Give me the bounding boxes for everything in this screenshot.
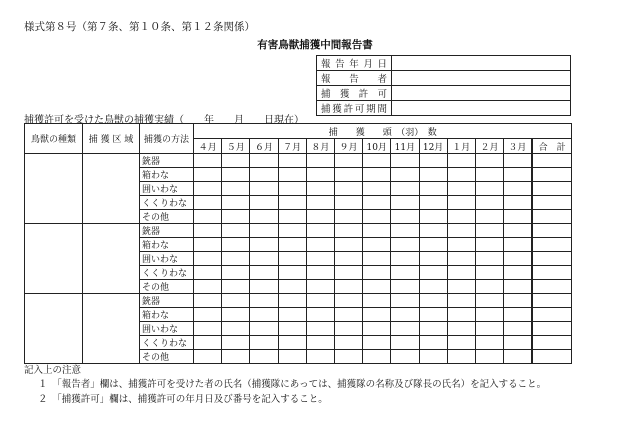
count-cell[interactable]: [222, 182, 250, 196]
count-cell[interactable]: [194, 322, 222, 336]
count-cell[interactable]: [447, 266, 475, 280]
count-cell[interactable]: [278, 252, 306, 266]
total-cell[interactable]: [532, 224, 572, 238]
count-cell[interactable]: [447, 280, 475, 294]
permit-row: [317, 86, 571, 101]
method-cell: 箱わな: [140, 168, 194, 182]
count-cell[interactable]: [278, 210, 306, 224]
count-cell[interactable]: [194, 294, 222, 308]
total-cell[interactable]: [532, 182, 572, 196]
method-cell: くくりわな: [140, 336, 194, 350]
count-cell[interactable]: [250, 294, 278, 308]
count-cell[interactable]: [419, 196, 447, 210]
count-cell[interactable]: [504, 322, 532, 336]
count-cell[interactable]: [504, 350, 532, 364]
report-date-field[interactable]: [392, 56, 571, 71]
results-caption: 捕獲許可を受けた鳥獣の捕獲実績（ 年 月 日現在）: [24, 115, 304, 126]
count-cell[interactable]: [250, 224, 278, 238]
count-cell[interactable]: [334, 336, 362, 350]
table-row: [25, 224, 572, 238]
count-cell[interactable]: [194, 182, 222, 196]
count-cell[interactable]: [475, 196, 503, 210]
count-cell[interactable]: [222, 294, 250, 308]
count-cell[interactable]: [475, 280, 503, 294]
count-cell[interactable]: [475, 224, 503, 238]
count-cell[interactable]: [419, 280, 447, 294]
month-header: 10月: [363, 139, 391, 154]
permit-period-label: 捕獲許可期間: [317, 101, 392, 116]
report-date-row: [317, 56, 571, 71]
count-cell[interactable]: [363, 252, 391, 266]
count-cell[interactable]: [363, 196, 391, 210]
method-cell: その他: [140, 350, 194, 364]
count-cell[interactable]: [391, 280, 419, 294]
method-cell: くくりわな: [140, 196, 194, 210]
total-cell[interactable]: [532, 266, 572, 280]
method-cell: くくりわな: [140, 266, 194, 280]
count-cell[interactable]: [447, 308, 475, 322]
count-cell[interactable]: [363, 238, 391, 252]
count-cell[interactable]: [391, 168, 419, 182]
report-date-label: 報告年月日: [317, 56, 392, 71]
reporter-field[interactable]: [392, 71, 571, 86]
month-header: ８月: [306, 139, 334, 154]
month-header: ９月: [334, 139, 362, 154]
count-cell[interactable]: [391, 224, 419, 238]
permit-label: 捕獲許可: [317, 86, 392, 101]
count-cell[interactable]: [250, 308, 278, 322]
count-cell[interactable]: [447, 196, 475, 210]
count-cell[interactable]: [475, 322, 503, 336]
count-cell[interactable]: [475, 238, 503, 252]
count-cell[interactable]: [447, 336, 475, 350]
month-header: ６月: [250, 139, 278, 154]
count-cell[interactable]: [419, 336, 447, 350]
count-cell[interactable]: [222, 224, 250, 238]
count-cell[interactable]: [391, 294, 419, 308]
count-cell[interactable]: [419, 294, 447, 308]
count-cell[interactable]: [363, 210, 391, 224]
count-cell[interactable]: [447, 238, 475, 252]
count-cell[interactable]: [363, 280, 391, 294]
count-cell[interactable]: [194, 350, 222, 364]
count-cell[interactable]: [250, 322, 278, 336]
count-cell[interactable]: [306, 280, 334, 294]
count-cell[interactable]: [222, 168, 250, 182]
count-cell[interactable]: [419, 308, 447, 322]
count-cell[interactable]: [278, 154, 306, 168]
count-cell[interactable]: [419, 168, 447, 182]
count-cell[interactable]: [278, 196, 306, 210]
count-cell[interactable]: [447, 168, 475, 182]
species-header: 鳥獣の種類: [25, 124, 83, 154]
count-cell[interactable]: [278, 266, 306, 280]
count-cell[interactable]: [278, 294, 306, 308]
count-cell[interactable]: [391, 210, 419, 224]
species-cell[interactable]: [25, 154, 83, 224]
count-cell[interactable]: [475, 336, 503, 350]
count-cell[interactable]: [250, 336, 278, 350]
total-cell[interactable]: [532, 322, 572, 336]
count-cell[interactable]: [391, 196, 419, 210]
count-cell[interactable]: [222, 252, 250, 266]
count-cell[interactable]: [278, 308, 306, 322]
count-cell[interactable]: [194, 210, 222, 224]
count-cell[interactable]: [334, 266, 362, 280]
count-cell[interactable]: [391, 336, 419, 350]
count-cell[interactable]: [504, 196, 532, 210]
method-cell: 箱わな: [140, 238, 194, 252]
count-cell[interactable]: [306, 154, 334, 168]
count-cell[interactable]: [250, 196, 278, 210]
count-cell[interactable]: [363, 182, 391, 196]
count-cell[interactable]: [278, 322, 306, 336]
count-cell[interactable]: [419, 210, 447, 224]
count-cell[interactable]: [306, 308, 334, 322]
count-cell[interactable]: [334, 196, 362, 210]
count-cell[interactable]: [334, 350, 362, 364]
count-cell[interactable]: [250, 280, 278, 294]
count-cell[interactable]: [334, 238, 362, 252]
count-cell[interactable]: [504, 252, 532, 266]
count-cell[interactable]: [306, 224, 334, 238]
count-cell[interactable]: [363, 350, 391, 364]
count-cell[interactable]: [278, 350, 306, 364]
count-cell[interactable]: [419, 266, 447, 280]
method-header: 捕獲の方法: [140, 124, 194, 154]
count-cell[interactable]: [391, 266, 419, 280]
count-cell[interactable]: [194, 308, 222, 322]
count-cell[interactable]: [194, 238, 222, 252]
count-cell[interactable]: [504, 336, 532, 350]
note-item: ２ 「捕獲許可」欄は、捕獲許可の年月日及び番号を記入すること。: [38, 394, 328, 405]
count-cell[interactable]: [306, 238, 334, 252]
count-cell[interactable]: [278, 182, 306, 196]
note-item: １ 「報告者」欄は、捕獲許可を受けた者の氏名（捕獲隊にあっては、捕獲隊の名称及び隊長の氏名）を記入すること。: [38, 379, 547, 390]
count-cell[interactable]: [250, 182, 278, 196]
count-cell[interactable]: [475, 154, 503, 168]
month-header: ４月: [194, 139, 222, 154]
total-cell[interactable]: [532, 238, 572, 252]
count-cell[interactable]: [334, 308, 362, 322]
month-header: ３月: [504, 139, 532, 154]
method-cell: 銃器: [140, 224, 194, 238]
form-number: 様式第８号（第７条、第１０条、第１２条関係）: [24, 21, 255, 33]
method-cell: 箱わな: [140, 308, 194, 322]
count-cell[interactable]: [447, 322, 475, 336]
count-cell[interactable]: [363, 168, 391, 182]
count-cell[interactable]: [194, 154, 222, 168]
count-cell[interactable]: [475, 266, 503, 280]
count-cell[interactable]: [194, 336, 222, 350]
count-cell[interactable]: [194, 252, 222, 266]
area-header: 捕 獲 区 域: [83, 124, 140, 154]
count-cell[interactable]: [306, 252, 334, 266]
count-cell[interactable]: [222, 350, 250, 364]
count-cell[interactable]: [475, 308, 503, 322]
count-cell[interactable]: [250, 238, 278, 252]
count-cell[interactable]: [334, 182, 362, 196]
month-header: ５月: [222, 139, 250, 154]
count-cell[interactable]: [222, 196, 250, 210]
permit-period-row: [317, 101, 571, 116]
month-header: １月: [447, 139, 475, 154]
count-cell[interactable]: [222, 336, 250, 350]
count-cell[interactable]: [504, 210, 532, 224]
count-cell[interactable]: [504, 280, 532, 294]
count-cell[interactable]: [475, 294, 503, 308]
count-cell[interactable]: [194, 224, 222, 238]
month-header: 11月: [391, 139, 419, 154]
count-cell[interactable]: [391, 308, 419, 322]
count-cell[interactable]: [363, 154, 391, 168]
count-cell[interactable]: [334, 224, 362, 238]
count-cell[interactable]: [278, 168, 306, 182]
capture-results-table: [24, 123, 572, 364]
count-cell[interactable]: [194, 196, 222, 210]
total-cell[interactable]: [532, 196, 572, 210]
total-cell[interactable]: [532, 154, 572, 168]
count-cell[interactable]: [363, 224, 391, 238]
count-cell[interactable]: [306, 168, 334, 182]
count-cell[interactable]: [475, 182, 503, 196]
count-cell[interactable]: [250, 154, 278, 168]
count-cell[interactable]: [475, 168, 503, 182]
count-cell[interactable]: [504, 154, 532, 168]
count-cell[interactable]: [475, 252, 503, 266]
count-cell[interactable]: [475, 350, 503, 364]
count-cell[interactable]: [278, 336, 306, 350]
permit-field[interactable]: [392, 86, 571, 101]
count-cell[interactable]: [222, 210, 250, 224]
count-cell[interactable]: [391, 350, 419, 364]
permit-period-field[interactable]: [392, 101, 571, 116]
method-cell: 囲いわな: [140, 322, 194, 336]
count-cell[interactable]: [250, 168, 278, 182]
count-cell[interactable]: [504, 308, 532, 322]
count-cell[interactable]: [334, 280, 362, 294]
method-cell: 囲いわな: [140, 252, 194, 266]
count-cell[interactable]: [222, 308, 250, 322]
count-cell[interactable]: [419, 154, 447, 168]
total-cell[interactable]: [532, 294, 572, 308]
method-cell: その他: [140, 210, 194, 224]
notes-title: 記入上の注意: [24, 365, 82, 376]
total-cell[interactable]: [532, 280, 572, 294]
count-cell[interactable]: [504, 294, 532, 308]
count-cell[interactable]: [334, 322, 362, 336]
count-cell[interactable]: [447, 224, 475, 238]
table-row: [25, 294, 572, 308]
count-cell[interactable]: [447, 294, 475, 308]
count-cell[interactable]: [278, 238, 306, 252]
count-cell[interactable]: [194, 266, 222, 280]
area-cell[interactable]: [83, 224, 140, 294]
count-cell[interactable]: [419, 252, 447, 266]
species-cell[interactable]: [25, 224, 83, 294]
page-title: 有害鳥獣捕獲中間報告書: [257, 39, 373, 51]
total-header: 合 計: [532, 139, 572, 154]
species-cell[interactable]: [25, 294, 83, 364]
count-cell[interactable]: [447, 210, 475, 224]
total-cell[interactable]: [532, 168, 572, 182]
count-cell[interactable]: [250, 266, 278, 280]
total-cell[interactable]: [532, 308, 572, 322]
count-cell[interactable]: [278, 280, 306, 294]
table-row: [25, 154, 572, 168]
count-cell[interactable]: [306, 196, 334, 210]
total-cell[interactable]: [532, 336, 572, 350]
count-cell[interactable]: [391, 154, 419, 168]
count-cell[interactable]: [363, 336, 391, 350]
count-cell[interactable]: [250, 210, 278, 224]
reporter-row: [317, 71, 571, 86]
count-cell[interactable]: [306, 210, 334, 224]
count-cell[interactable]: [334, 154, 362, 168]
count-cell[interactable]: [334, 294, 362, 308]
month-header: ７月: [278, 139, 306, 154]
count-cell[interactable]: [306, 182, 334, 196]
report-info-table: [316, 55, 571, 116]
count-cell[interactable]: [504, 266, 532, 280]
count-cell[interactable]: [194, 168, 222, 182]
count-cell[interactable]: [419, 182, 447, 196]
count-cell[interactable]: [504, 182, 532, 196]
total-cell[interactable]: [532, 210, 572, 224]
count-cell[interactable]: [306, 350, 334, 364]
count-cell[interactable]: [222, 238, 250, 252]
count-cell[interactable]: [363, 266, 391, 280]
count-cell[interactable]: [447, 154, 475, 168]
area-cell[interactable]: [83, 294, 140, 364]
count-cell[interactable]: [391, 322, 419, 336]
count-cell[interactable]: [419, 238, 447, 252]
count-cell[interactable]: [194, 280, 222, 294]
count-cell[interactable]: [334, 168, 362, 182]
count-cell[interactable]: [475, 210, 503, 224]
count-cell[interactable]: [391, 182, 419, 196]
count-cell[interactable]: [250, 350, 278, 364]
count-cell[interactable]: [419, 350, 447, 364]
count-cell[interactable]: [222, 322, 250, 336]
count-cell[interactable]: [391, 252, 419, 266]
count-cell[interactable]: [504, 238, 532, 252]
count-cell[interactable]: [447, 252, 475, 266]
count-cell[interactable]: [222, 154, 250, 168]
month-header: 12月: [419, 139, 447, 154]
count-cell[interactable]: [278, 224, 306, 238]
count-cell[interactable]: [306, 266, 334, 280]
method-cell: その他: [140, 280, 194, 294]
count-cell[interactable]: [363, 308, 391, 322]
count-cell[interactable]: [250, 252, 278, 266]
method-cell: 銃器: [140, 294, 194, 308]
count-cell[interactable]: [306, 294, 334, 308]
count-cell[interactable]: [447, 182, 475, 196]
count-cell[interactable]: [306, 322, 334, 336]
count-cell[interactable]: [391, 238, 419, 252]
total-cell[interactable]: [532, 252, 572, 266]
count-cell[interactable]: [504, 168, 532, 182]
count-cell[interactable]: [334, 252, 362, 266]
count-cell[interactable]: [419, 322, 447, 336]
count-cell[interactable]: [363, 294, 391, 308]
count-cell[interactable]: [306, 336, 334, 350]
month-header: ２月: [475, 139, 503, 154]
count-cell[interactable]: [222, 266, 250, 280]
area-cell[interactable]: [83, 154, 140, 224]
count-cell[interactable]: [419, 224, 447, 238]
count-cell[interactable]: [334, 210, 362, 224]
count-cell[interactable]: [363, 322, 391, 336]
method-cell: 囲いわな: [140, 182, 194, 196]
total-cell[interactable]: [532, 350, 572, 364]
count-cell[interactable]: [447, 350, 475, 364]
method-cell: 銃器: [140, 154, 194, 168]
count-cell[interactable]: [504, 224, 532, 238]
reporter-label: 報告者: [317, 71, 392, 86]
count-cell[interactable]: [222, 280, 250, 294]
count-header: 捕 獲 頭 （羽） 数: [194, 124, 572, 139]
